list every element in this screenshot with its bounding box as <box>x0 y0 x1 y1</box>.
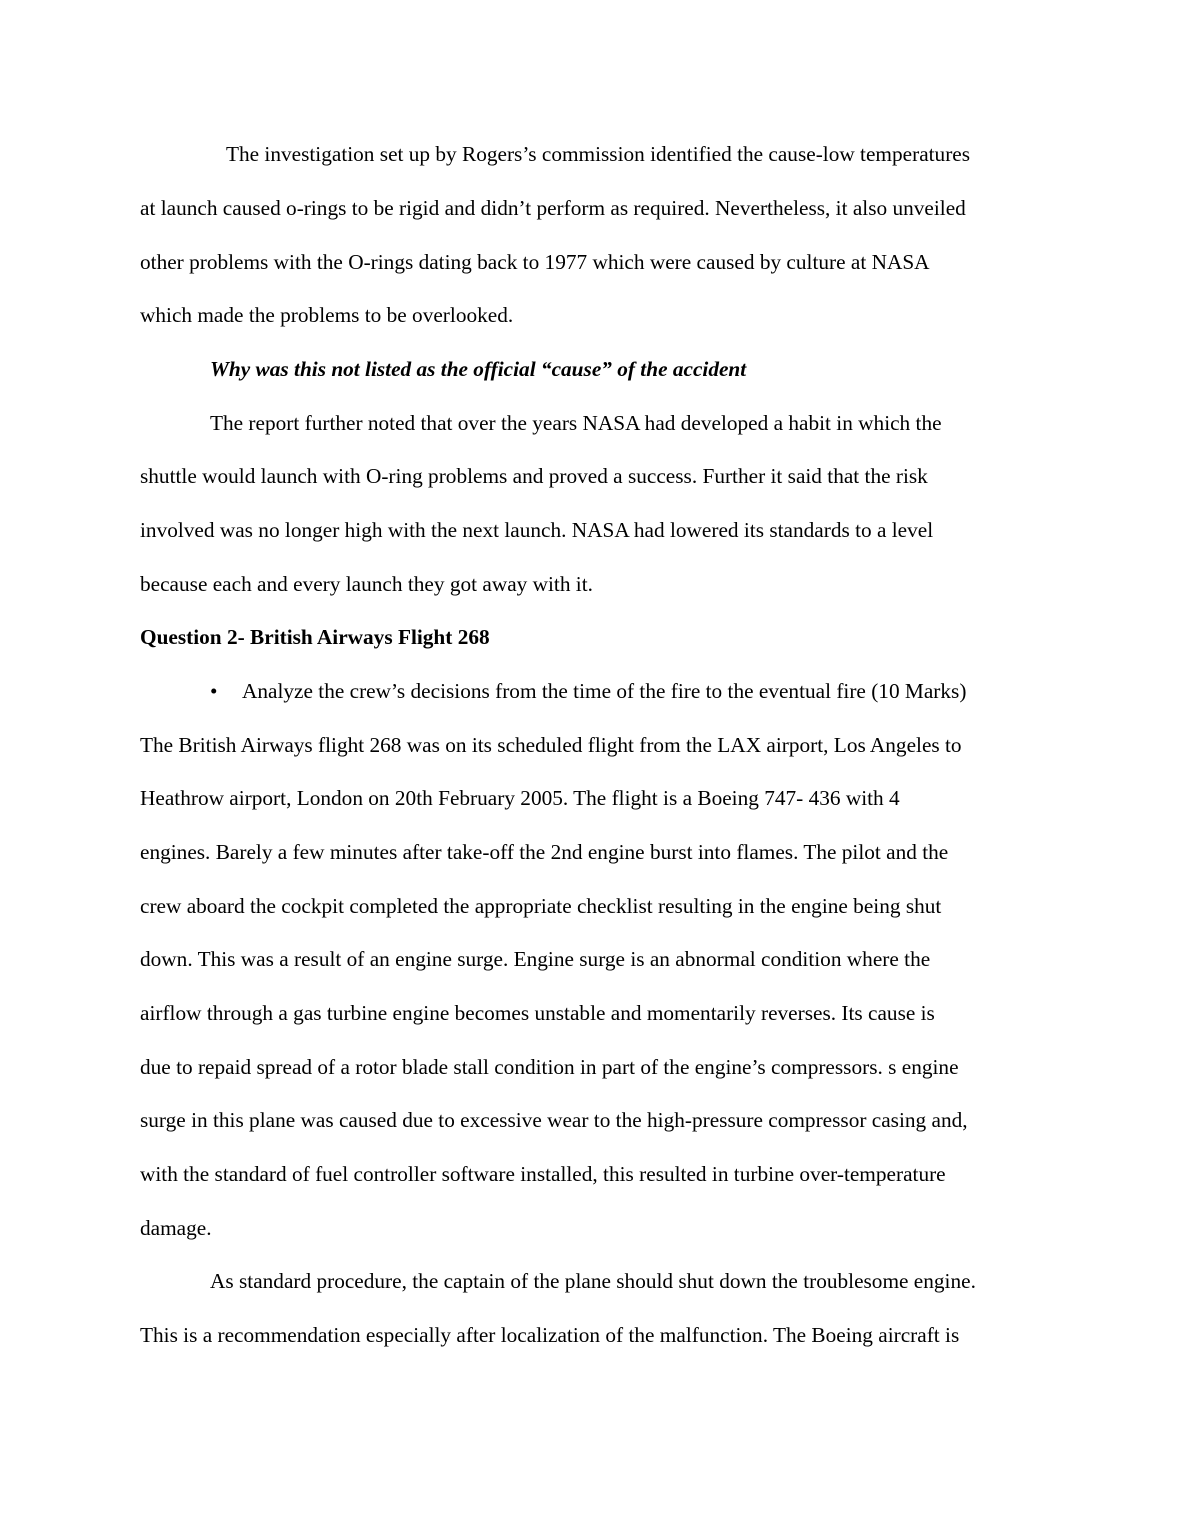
paragraph-1-line-3: other problems with the O-rings dating back to 1977 which were caused by culture at NASA <box>140 250 930 274</box>
paragraph-3-line-9: with the standard of fuel controller software installed, this resulted in turbine over-temperature <box>140 1162 946 1186</box>
paragraph-3-line-3: engines. Barely a few minutes after take-off the 2nd engine burst into flames. The pilot and the <box>140 840 949 864</box>
paragraph-2-line-2: shuttle would launch with O-ring problems and proved a success. Further it said that the risk <box>140 464 928 488</box>
paragraph-3-line-4: crew aboard the cockpit completed the appropriate checklist resulting in the engine being shut <box>140 894 942 918</box>
paragraph-3-line-1: The British Airways flight 268 was on its scheduled flight from the LAX airport, Los Angeles to <box>140 733 962 757</box>
paragraph-2-line-3: involved was no longer high with the next launch. NASA had lowered its standards to a level <box>140 518 934 542</box>
paragraph-3-line-10: damage. <box>140 1216 212 1240</box>
paragraph-3-line-8: surge in this plane was caused due to excessive wear to the high-pressure compressor casing and, <box>140 1108 968 1132</box>
paragraph-3-line-2: Heathrow airport, London on 20th February 2005. The flight is a Boeing 747- 436 with 4 <box>140 786 900 810</box>
paragraph-2-line-4: because each and every launch they got away with it. <box>140 572 593 596</box>
bullet-item-text: Analyze the crew’s decisions from the time of the fire to the eventual fire (10 Marks) <box>242 679 967 703</box>
paragraph-4-line-2: This is a recommendation especially after localization of the malfunction. The Boeing aircraft is <box>140 1323 960 1347</box>
paragraph-1-line-4: which made the problems to be overlooked. <box>140 303 514 327</box>
bullet-icon: • <box>210 679 218 703</box>
paragraph-1-line-2: at launch caused o-rings to be rigid and didn’t perform as required. Nevertheless, it also unveiled <box>140 196 966 220</box>
paragraph-3-line-7: due to repaid spread of a rotor blade stall condition in part of the engine’s compressors. s engine <box>140 1055 959 1079</box>
question-2-heading: Question 2- British Airways Flight 268 <box>140 625 490 649</box>
subheading-official-cause: Why was this not listed as the official “cause” of the accident <box>210 357 747 381</box>
paragraph-2-line-1: The report further noted that over the years NASA had developed a habit in which the <box>210 411 942 435</box>
paragraph-3-line-6: airflow through a gas turbine engine becomes unstable and momentarily reverses. Its cause is <box>140 1001 935 1025</box>
paragraph-1-line-1: The investigation set up by Rogers’s commission identified the cause-low temperatures <box>226 142 971 166</box>
paragraph-4-line-1: As standard procedure, the captain of the plane should shut down the troublesome engine. <box>210 1269 976 1293</box>
paragraph-3-line-5: down. This was a result of an engine surge. Engine surge is an abnormal condition where the <box>140 947 931 971</box>
